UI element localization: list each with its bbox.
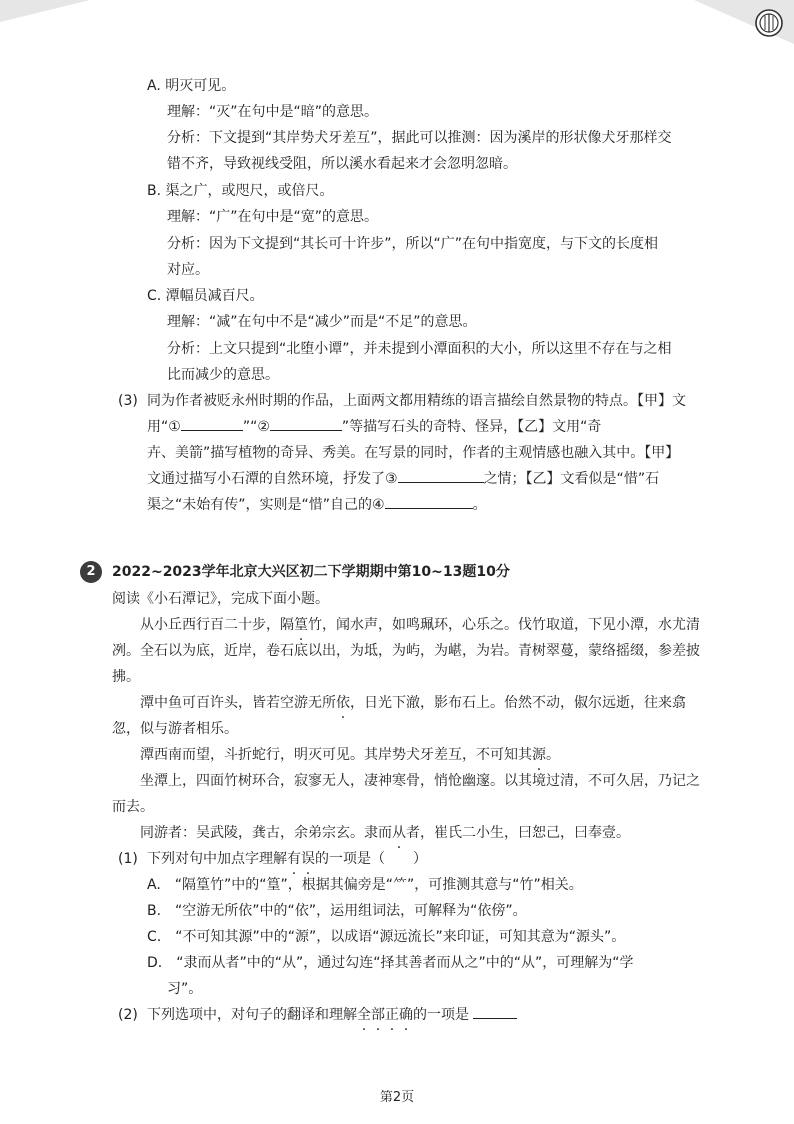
choice-c[interactable]: C. “不可知其源”中的“源”，以成语“源远流长”来印证，可知其意为“源头”。 [147,929,626,945]
text-segment: 。 [546,747,560,763]
text-segment: 从小丘西行百二十步，隔 [140,617,294,633]
emphasis-char: 确 [399,1007,413,1023]
emphasis-char: 有 [287,851,301,867]
subquestion-1-stem [147,848,427,870]
text-segment: 者，崔氏二小生，曰恕己，曰奉壹。 [406,825,630,841]
text-segment: 文通过描写小石潭的自然环境，抒发了③ [147,471,398,487]
choice-b[interactable]: B. “空游无所依”中的“依”，运用组词法，可解释为“依傍”。 [147,903,527,919]
text-segment: 下列选项中，对句子的翻译和理解 [147,1007,357,1023]
option-a-understanding: 理解：“灭”在句中是“暗”的意思。 [167,104,379,120]
passage-line-4 [140,692,686,714]
text-segment: 潭西南而望，斗折蛇行，明灭可见。其岸势犬牙差互，不可知其 [140,747,532,763]
subquestion-2-stem [147,1004,517,1026]
passage-line-6 [140,744,560,766]
text-segment: 的一项是（ ） [315,851,427,867]
option-a-analysis-2: 错不齐，导致视线受阻，所以溪水看起来才会忽明忽暗。 [167,156,517,172]
text-segment: 之情；【乙】文看似是“惜”石 [483,471,660,487]
answer-blank[interactable] [473,1004,517,1019]
text-segment: 同游者：吴武陵，龚古，余弟宗玄。隶而 [140,825,392,841]
text-segment: ”等描写石头的奇特、怪异，【乙】文用“奇 [341,419,602,435]
text-segment: 。 [472,497,487,513]
text-segment: 用“① [147,419,181,435]
emphasis-char: 正 [385,1007,399,1023]
passage-line-3: 拂。 [112,669,140,685]
question-title: 2022~2023学年北京大兴区初二下学期期中第10~13题10分 [112,564,510,580]
text-segment: 潭中鱼可百许头，皆若空游无所 [140,695,336,711]
text-segment: 竹，闻水声，如鸣珮环，心乐之。伐竹取道，下见小潭，水尤清 [308,617,700,633]
passage-line-1 [140,614,700,636]
option-b-analysis-2: 对应。 [167,262,209,278]
option-c-analysis-1: 分析：上文只提到“北堕小谭”，并未提到小潭面积的大小，所以这里不存在与之相 [167,341,672,357]
question-number-badge: 2 [80,561,102,583]
subquestion-3-line-4 [147,468,659,490]
subquestion-2-number: (2) [118,1007,138,1023]
subquestion-3-line-5 [147,494,487,516]
emphasis-char: 依 [336,695,350,711]
choice-d-line-2[interactable]: 习”。 [167,981,203,997]
choice-a[interactable]: A. “隔篁竹”中的“篁”，根据其偏旁是“⺮”，可推测其意与“竹”相关。 [147,877,583,893]
text-segment: 下列对句中加点字理解 [147,851,287,867]
option-c-understanding: 理解：“减”在句中不是“减少”而是“不足”的意思。 [167,314,477,330]
subquestion-3-line-3: 卉、美箭”描写植物的奇异、秀美。在写景的同时，作者的主观情感也融入其中。【甲】 [147,445,680,461]
blank-2[interactable] [270,416,342,431]
option-c-analysis-2: 比而减少的意思。 [167,367,279,383]
emphasis-char: 误 [301,851,315,867]
text-segment: ”“② [242,419,270,435]
subquestion-3-line-2 [147,416,601,438]
option-a-title: A. 明灭可见。 [147,78,236,94]
emphasis-char: 从 [392,825,406,841]
reading-instruction: 阅读《小石潭记》，完成下面小题。 [112,591,329,607]
emphasis-char: 源 [532,747,546,763]
publisher-logo-icon [754,8,784,38]
passage-line-8: 而去。 [112,799,154,815]
corner-decoration-left [0,0,90,40]
option-b-title: B. 渠之广，或咫尺，或倍尺。 [147,183,334,199]
emphasis-char: 篁 [294,617,308,633]
subquestion-3-line-1: 同为作者被贬永州时期的作品，上面两文都用精练的语言描绘自然景物的特点。【甲】文 [147,393,686,409]
text-segment: 的一项是 [413,1007,469,1023]
option-a-analysis-1: 分析：下文提到“其岸势犬牙差互”，据此可以推测：因为溪岸的形状像犬牙那样交 [167,130,672,146]
passage-line-7: 坐潭上，四面竹树环合，寂寥无人，凄神寒骨，悄怆幽邃。以其境过清，不可久居，乃记之 [140,773,700,789]
passage-line-9 [140,822,630,844]
page-number: 第2页 [379,1090,415,1105]
blank-3[interactable] [398,468,484,483]
subquestion-3-number: (3) [118,393,138,409]
text-segment: 渠之“未始有传”，实则是“惜”自己的④ [147,497,385,513]
option-b-understanding: 理解：“广”在句中是“宽”的意思。 [167,209,379,225]
option-b-analysis-1: 分析：因为下文提到“其长可十许步”，所以“广”在句中指宽度，与下文的长度相 [167,236,659,252]
emphasis-char: 全 [357,1007,371,1023]
emphasis-char: 部 [371,1007,385,1023]
blank-1[interactable] [181,416,243,431]
choice-d-line-1[interactable]: D. “隶而从者”中的“从”，通过勾连“择其善者而从之”中的“从”，可理解为“学 [147,955,634,971]
option-c-title: C. 潭幅员减百尺。 [147,288,264,304]
text-segment: ，日光下澈，影布石上。佁然不动，俶尔远逝，往来翕 [350,695,686,711]
subquestion-1-number: (1) [118,851,138,867]
passage-line-5: 忽，似与游者相乐。 [112,721,238,737]
blank-4[interactable] [385,494,473,509]
passage-line-2: 冽。全石以为底，近岸，卷石底以出，为坻，为屿，为嵁，为岩。青树翠蔓，蒙络摇缀，参差披 [112,643,700,659]
